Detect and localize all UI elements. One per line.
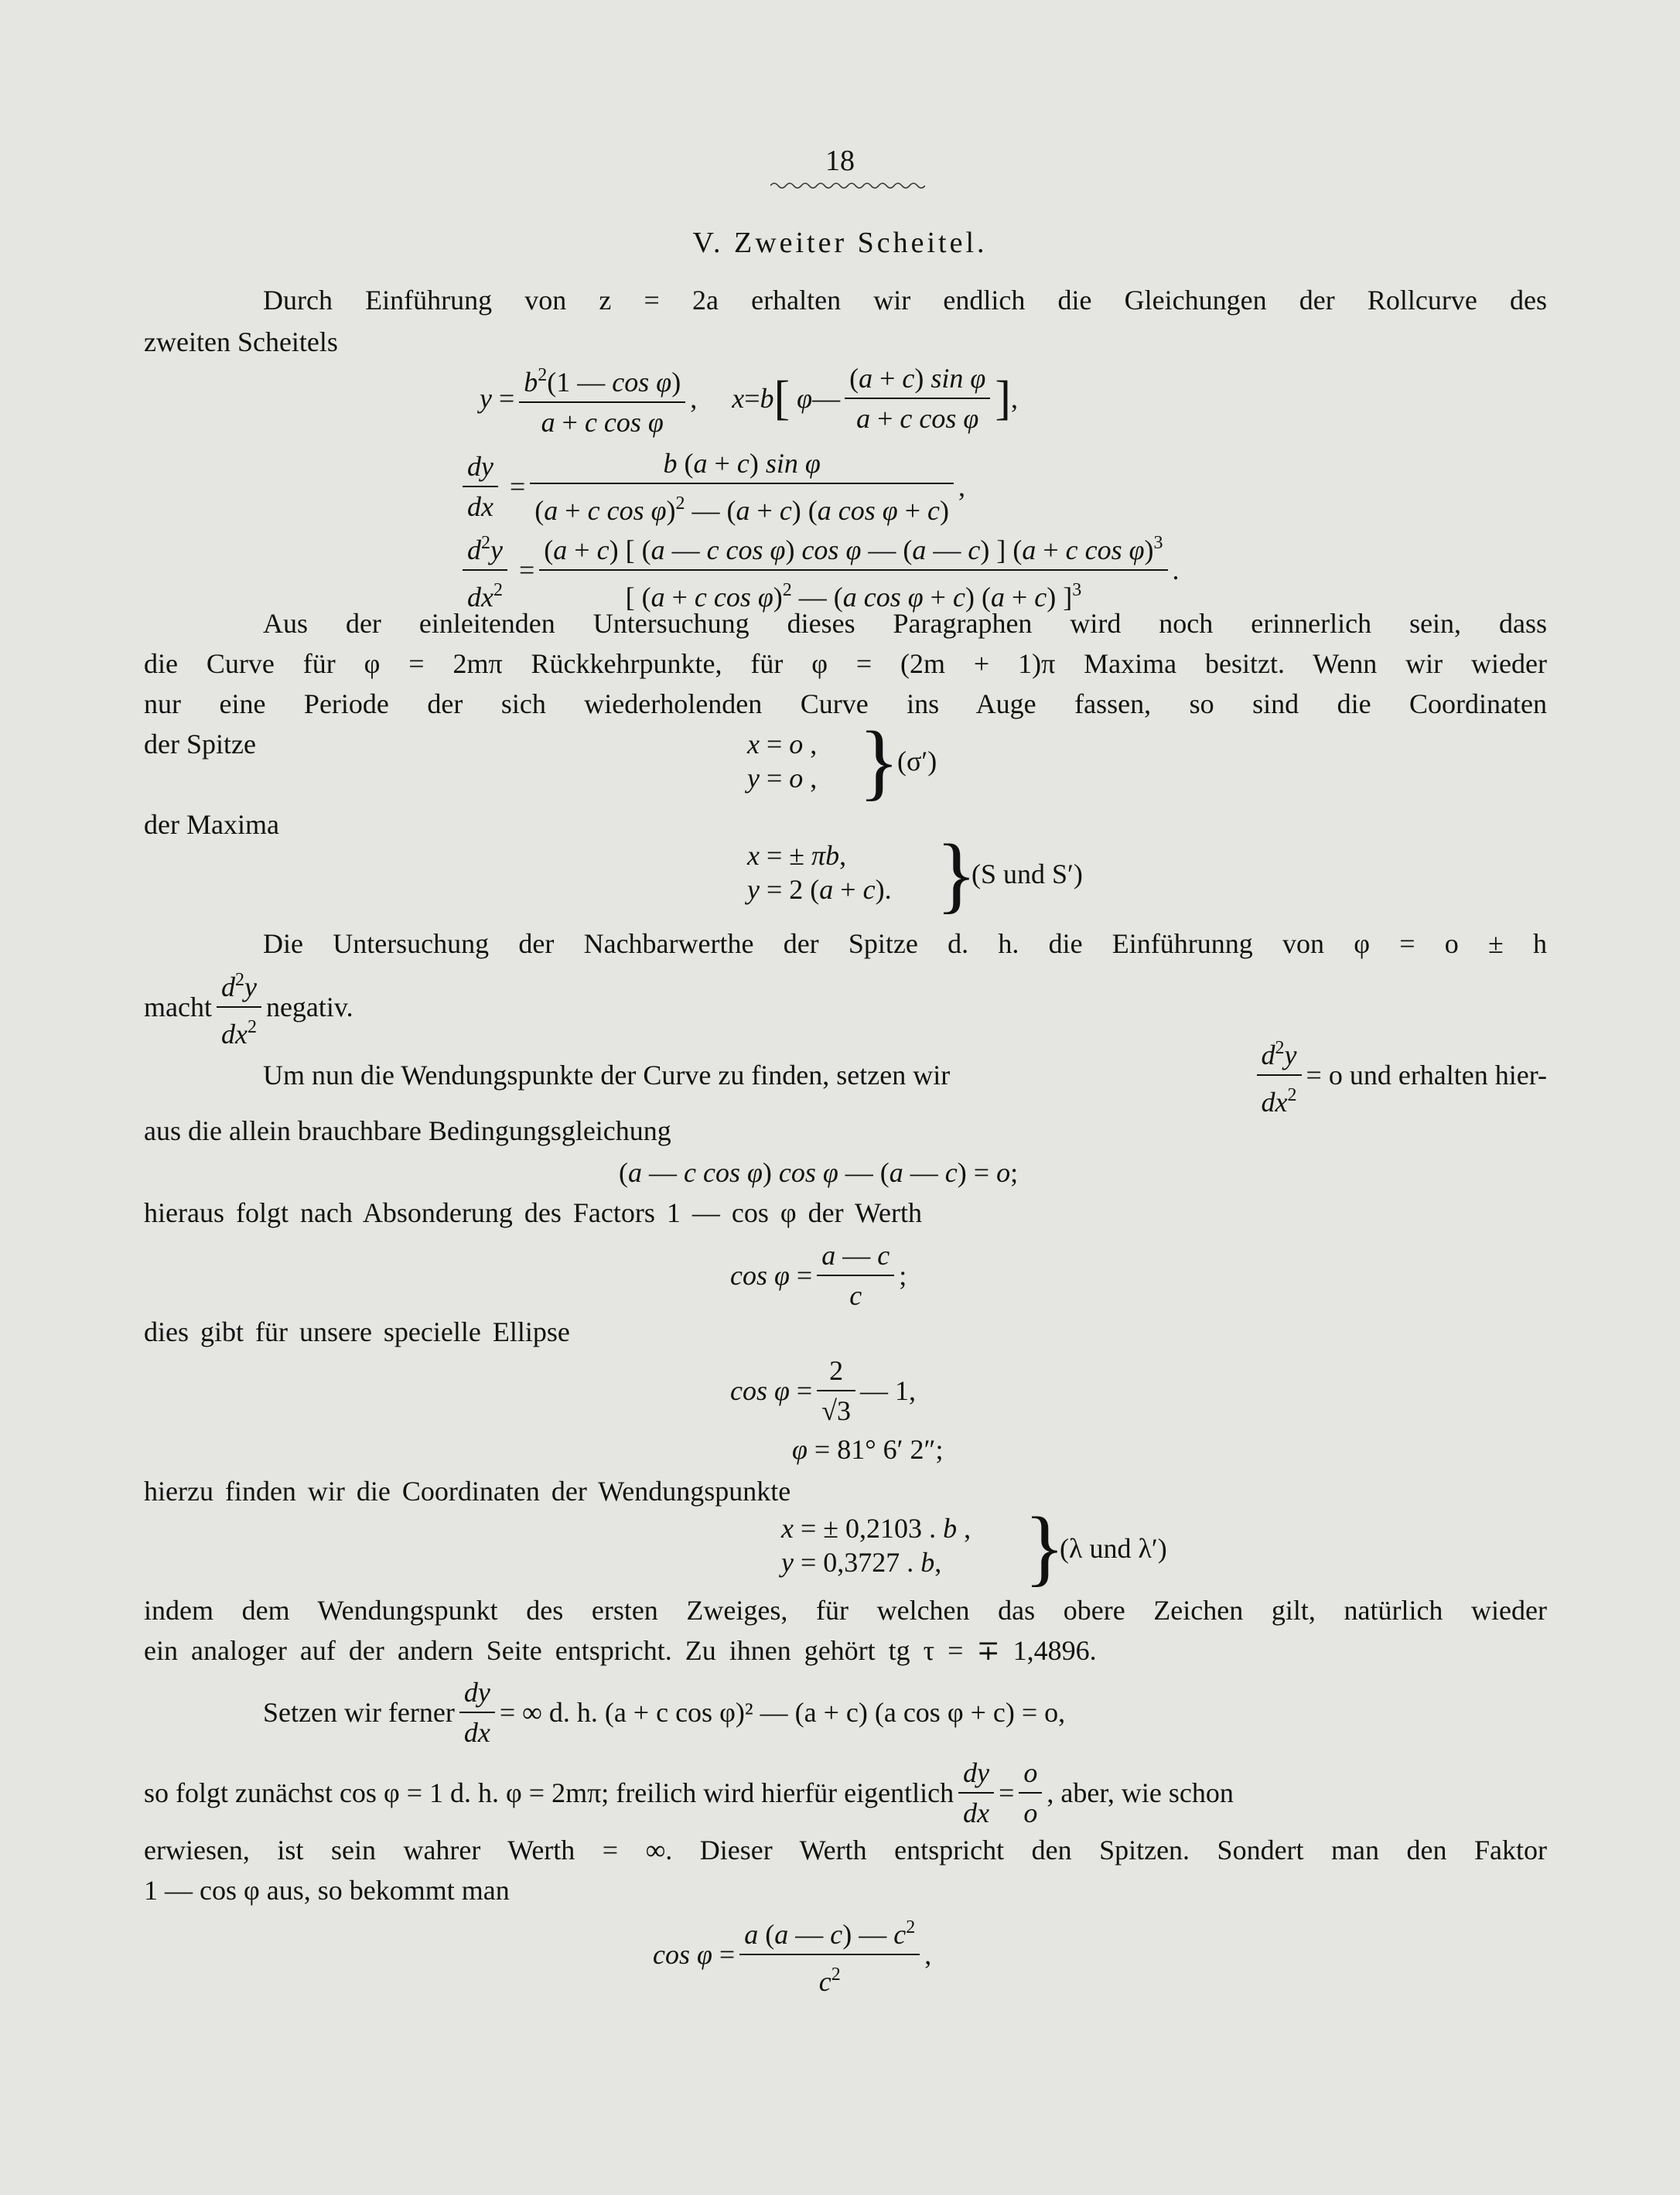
brace-right: } <box>859 714 900 808</box>
cusp-coordinates: x = o , y = o , <box>747 729 818 794</box>
paragraph-line: erwiesen, ist sein wahrer Werth = ∞. Dieser Werth entspricht den Spitzen. Sondert man den Faktor <box>144 1835 1547 1866</box>
condition-equation: (a — c cos φ) cos φ — (a — c) = o; <box>619 1157 1019 1188</box>
paragraph-line: Durch Einführung von z = 2a erhalten wir endlich die Gleichungen der Rollcurve des <box>263 285 1547 316</box>
paragraph-line: macht $\frac{d^2y}{dx^2}$ negativ. <box>144 970 353 1050</box>
equation-cos-phi: cos φ = $\frac{a — c}{c}$ ; <box>730 1240 907 1311</box>
paragraph-line: Die Untersuchung der Nachbarwerthe der Spitze d. h. die Einführunng von φ = o ± h <box>263 928 1547 959</box>
inflection-coordinates: x = ± 0,2103 . b , y = 0,3727 . b, <box>781 1513 971 1578</box>
label-s-und-s: (S und S′) <box>971 859 1083 889</box>
paragraph-line: indem dem Wendungspunkt des ersten Zweiges, für welchen das obere Zeichen gilt, natürlich wieder <box>144 1595 1547 1626</box>
page-number-ornament <box>770 181 925 190</box>
paragraph-line: der Spitze <box>144 729 256 760</box>
paragraph-line: hierzu finden wir die Coordinaten der Wendungspunkte <box>144 1476 791 1507</box>
paragraph-line: hieraus folgt nach Absonderung des Factors 1 — cos φ der Werth <box>144 1197 923 1228</box>
equation-y-x: y = $\frac{b^2(1 — \cos \varphi)}{\text{a + c cos φ}}$ , x = b [ φ — $\frac{\text{(a + c) sin φ}}{\text{a + c cos φ}}$ ] , <box>480 363 1018 438</box>
paragraph-line: die Curve für φ = 2mπ Rückkehrpunkte, für φ = (2m + 1)π Maxima besitzt. Wenn wir wieder <box>144 648 1547 679</box>
paragraph-line: dies gibt für unsere specielle Ellipse <box>144 1316 570 1347</box>
label-lambda: (λ und λ′) <box>1060 1533 1167 1564</box>
brace-right: } <box>936 827 977 921</box>
paragraph-line: aus die allein brauchbare Bedingungsgleichung <box>144 1115 671 1146</box>
paragraph-line: 1 — cos φ aus, so bekommt man <box>144 1875 510 1906</box>
paragraph-line: Setzen wir ferner $\frac{dy}{dx}$ = ∞ d. h. (a + c cos φ)² — (a + c) (a cos φ + c) = o, <box>263 1677 1066 1748</box>
equation-phi-degrees: φ = 81° 6′ 2″; <box>792 1434 944 1465</box>
paragraph-line: nur eine Periode der sich wiederholenden Curve ins Auge fassen, so sind die Coordinaten <box>144 688 1547 719</box>
paragraph-line: zweiten Scheitels <box>144 326 338 357</box>
paragraph-line: so folgt zunächst cos φ = 1 d. h. φ = 2mπ; freilich wird hierfür eigentlich $\frac{dy}{dx}$ = $\frac{o}{o}$ , aber, wie schon <box>144 1757 1234 1828</box>
equation-d2y-dx2: $\frac{d^2y}{dx^2}$ = $\frac{(a + c) [ (a — c \cos \varphi) \cos \varphi — (a — c) ] (a + c \cos \varphi)^3}{[ (a + c \cos \varphi)^2 — (a \cos \varphi + c) (a + c) ]^3}$ . <box>458 527 1180 613</box>
section-title: V. Zweiter Scheitel. <box>692 227 988 259</box>
equation-dy-dx: $\frac{dy}{dx}$ = $\frac{\text{b (a + c) sin φ}}{(a + c \cos \varphi)^2 — (a + c) (a \cos \varphi + c)}$ , <box>458 444 965 529</box>
maxima-coordinates: x = ± πb, y = 2 (a + c). <box>747 840 892 905</box>
brace-right: } <box>1024 1500 1065 1594</box>
paragraph-line: der Maxima <box>144 809 279 840</box>
paragraph-line: Um nun die Wendungspunkte der Curve zu finden, setzen wir $\frac{d^2y}{dx^2}$ = o und erhalten hier- <box>263 1038 1547 1118</box>
paragraph-line: Aus der einleitenden Untersuchung dieses Paragraphen wird noch erinnerlich sein, dass <box>263 608 1547 639</box>
page-number: 18 <box>825 145 855 177</box>
label-sigma: (σ′) <box>897 746 937 777</box>
equation-cos-phi-value: cos φ = $\frac{2}{√3}$ — 1, <box>730 1355 916 1426</box>
paragraph-line: ein analoger auf der andern Seite entspricht. Zu ihnen gehört tg τ = ∓ 1,4896. <box>144 1635 1097 1666</box>
equation-final-cos-phi: cos φ = $\frac{a (a — c) — c^2}{c^2}$ , <box>653 1917 932 1997</box>
